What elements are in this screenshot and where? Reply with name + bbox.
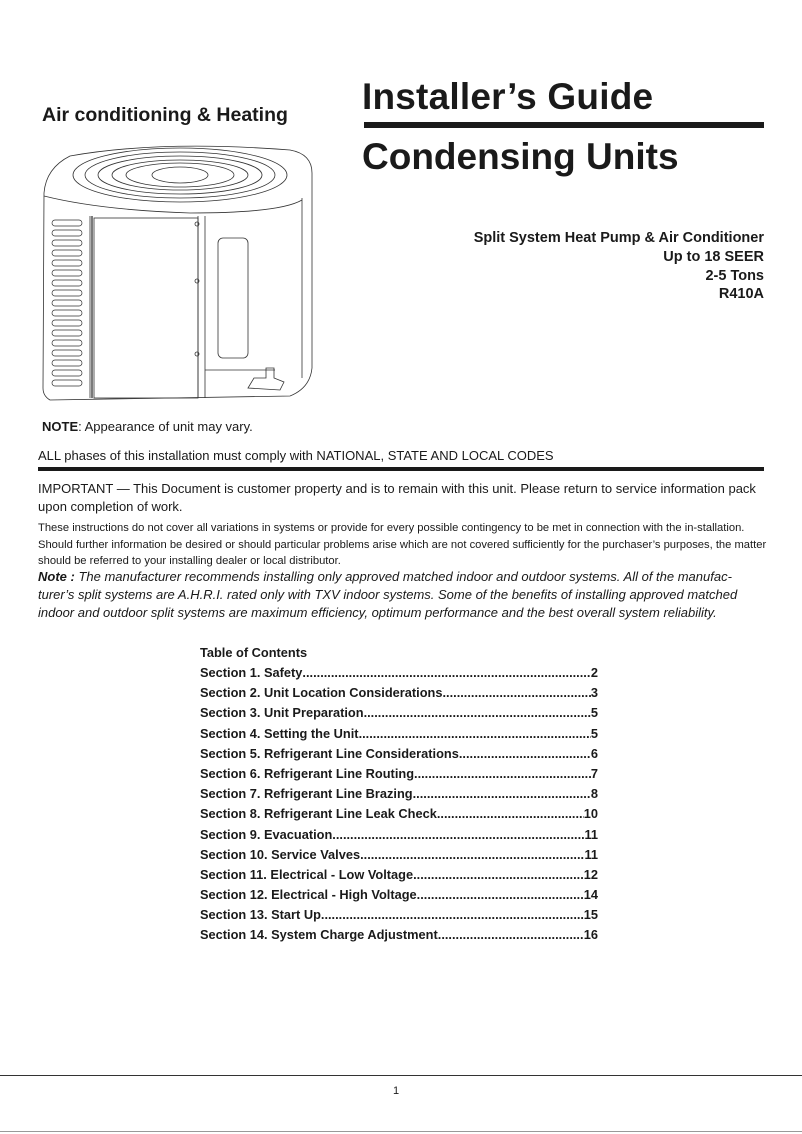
toc-leader-dots — [438, 925, 584, 945]
toc-entry-page: 11 — [584, 826, 598, 842]
note-label: NOTE — [42, 419, 79, 434]
toc-leader-dots — [302, 663, 590, 683]
manufacturer-note — [38, 568, 768, 622]
toc-entry-title: Section 4. Setting the Unit — [200, 725, 359, 741]
toc-leader-dots — [364, 703, 591, 723]
document-subtitle: Air conditioning & Heating — [42, 104, 288, 126]
toc-leader-dots — [359, 724, 591, 744]
spec-line: Split System Heat Pump & Air Conditioner — [473, 230, 764, 246]
table-of-contents — [200, 643, 598, 946]
toc-entry-title: Section 1. Safety — [200, 665, 303, 680]
manufacturer-note-text: The manufacturer recommends installing only approved matched indoor and outdoor systems. All of the manufac-turer’s split systems are A.H.R.I. rated only with TXV indoor systems. Some of the benefits of installing approved matched indoor and outdoor split systems are maximum efficiency, optimum performance and the best overall system reliability. — [38, 569, 738, 620]
toc-leader-dots — [437, 804, 584, 824]
toc-leader-dots — [332, 825, 584, 845]
toc-entry-title: Section 10. Service Valves — [200, 846, 361, 862]
spec-line: 2-5 Tons — [705, 267, 764, 284]
toc-entry-page: 16 — [583, 927, 598, 943]
toc-entry-title: Section 7. Refrigerant Line Brazing — [200, 786, 413, 802]
product-specs — [474, 229, 764, 304]
toc-entry-title: Section 2. Unit Location Considerations — [200, 685, 443, 701]
toc-leader-dots — [414, 764, 591, 784]
toc-leader-dots — [413, 784, 591, 804]
important-notice: IMPORTANT — This Document is customer property and is to remain with this unit. Please return to service information pack upon completion of work. — [38, 481, 756, 514]
toc-entry-page: 11 — [584, 846, 598, 862]
toc-entry-page: 2 — [590, 665, 598, 680]
toc-entry-page: 15 — [583, 907, 598, 923]
toc-entry-title: Section 9. Evacuation — [200, 826, 333, 842]
title-divider — [364, 122, 764, 128]
page-number: 1 — [393, 1085, 400, 1097]
toc-heading: Table of Contents — [200, 645, 308, 660]
toc-entry-title: Section 3. Unit Preparation — [200, 705, 364, 721]
instructions-disclaimer: These instructions do not cover all variations in systems or provide for every possible contingency to be met in connection with the in-stallation. Should further information be desired or should particular problems arise which are not covered sufficiently for the purchaser’s purposes, the matter should be referred to your installing dealer or local distributor. — [38, 522, 767, 567]
toc-entry-page: 12 — [583, 866, 598, 882]
footer-divider — [0, 1075, 802, 1076]
toc-entry[interactable] — [200, 905, 598, 925]
toc-entry[interactable] — [200, 925, 598, 945]
spec-line: R410A — [718, 286, 764, 303]
toc-leader-dots — [360, 845, 584, 865]
spec-line: Up to 18 SEER — [663, 248, 764, 265]
toc-entry-page: 7 — [590, 765, 598, 781]
manufacturer-note-label: Note : — [38, 569, 75, 584]
toc-entry-page: 10 — [583, 806, 598, 822]
toc-entry[interactable] — [200, 744, 598, 764]
toc-leader-dots — [417, 885, 584, 905]
toc-entry[interactable] — [200, 885, 598, 905]
toc-entry[interactable] — [200, 845, 598, 865]
toc-entry[interactable] — [200, 683, 598, 703]
toc-entry-title: Section 13. Start Up — [200, 907, 321, 923]
toc-entry[interactable] — [200, 703, 598, 723]
appearance-note — [42, 419, 253, 434]
toc-leader-dots — [413, 865, 584, 885]
toc-entry-page: 5 — [590, 725, 598, 741]
toc-leader-dots — [321, 905, 584, 925]
toc-entry[interactable] — [200, 764, 598, 784]
toc-entry-title: Section 8. Refrigerant Line Leak Check — [200, 806, 437, 822]
section-divider — [38, 467, 764, 471]
toc-entry-title: Section 14. System Charge Adjustment — [200, 927, 438, 943]
toc-entry[interactable] — [200, 784, 598, 804]
codes-compliance-text: ALL phases of this installation must comply with NATIONAL, STATE AND LOCAL CODES — [38, 448, 554, 463]
toc-entry[interactable] — [200, 724, 598, 744]
toc-entry-title: Section 11. Electrical - Low Voltage — [200, 866, 414, 882]
condensing-unit-illustration — [40, 138, 316, 410]
toc-entry-title: Section 5. Refrigerant Line Considerations — [200, 745, 459, 761]
toc-entry[interactable] — [200, 663, 598, 683]
toc-entry-page: 8 — [590, 786, 598, 802]
toc-entry[interactable] — [200, 865, 598, 885]
document-title: Installer’s Guide — [362, 76, 654, 117]
toc-entry-page: 5 — [590, 705, 598, 721]
toc-entry-title: Section 6. Refrigerant Line Routing — [200, 765, 415, 781]
note-text: : Appearance of unit may vary. — [78, 419, 253, 434]
document-title-secondary: Condensing Units — [362, 136, 679, 177]
toc-entry-title: Section 12. Electrical - High Voltage — [200, 887, 417, 903]
toc-entry[interactable] — [200, 825, 598, 845]
toc-leader-dots — [459, 744, 591, 764]
toc-entry-page: 14 — [583, 887, 598, 903]
toc-entry-page: 3 — [590, 685, 598, 701]
page-bottom-border — [0, 1131, 802, 1132]
toc-entry-page: 6 — [590, 745, 598, 761]
toc-leader-dots — [442, 683, 590, 703]
toc-entry[interactable] — [200, 804, 598, 824]
